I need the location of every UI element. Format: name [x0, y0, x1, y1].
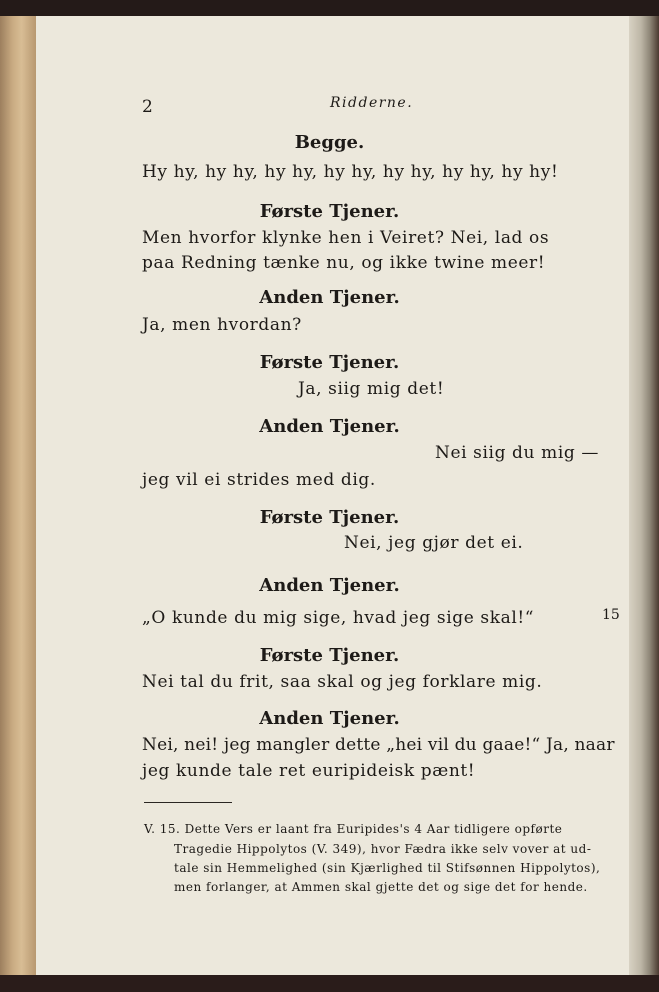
verse-line: Nei tal du frit, saa skal og jeg forklare mig. [142, 672, 543, 692]
footnote-line: men forlanger, at Ammen skal gjette det og sige det for hende. [174, 880, 588, 894]
speaker-heading: Anden Tjener. [259, 416, 400, 437]
book-spine [0, 16, 36, 975]
running-title: Ridderne. [330, 95, 414, 111]
verse-line: jeg vil ei strides med dig. [142, 470, 376, 490]
line-number: 15 [602, 607, 620, 623]
speaker-heading: Første Tjener. [259, 507, 400, 528]
speaker-heading: Anden Tjener. [259, 575, 400, 596]
speaker-heading: Første Tjener. [259, 352, 400, 373]
footnote-line: Tragedie Hippolytos (V. 349), hvor Fædra ikke selv vover at ud- [174, 842, 592, 856]
footnote-rule [144, 802, 232, 803]
speaker-heading: Anden Tjener. [259, 708, 400, 729]
verse-line: Ja, siig mig det! [298, 379, 445, 399]
page-edge [629, 16, 659, 975]
verse-line: Men hvorfor klynke hen i Veiret? Nei, lad os [142, 228, 550, 248]
verse-line: paa Redning tænke nu, og ikke twine meer! [142, 253, 546, 273]
verse-line: Nei siig du mig — [435, 443, 599, 463]
verse-line: jeg kunde tale ret euripideisk pænt! [142, 761, 476, 781]
verse-line: Ja, men hvordan? [142, 315, 302, 335]
page-number: 2 [142, 97, 153, 117]
bottom-edge [0, 975, 659, 992]
speaker-heading: Anden Tjener. [259, 287, 400, 308]
top-edge [0, 0, 659, 16]
verse-line: Nei, nei! jeg mangler dette „hei vil du gaae!“ Ja, naar [142, 735, 615, 755]
verse-line: Hy hy, hy hy, hy hy, hy hy, hy hy, hy hy, hy hy! [142, 162, 559, 182]
verse-line: Nei, jeg gjør det ei. [344, 533, 524, 553]
speaker-heading: Første Tjener. [259, 645, 400, 666]
footnote-line: tale sin Hemmelighed (sin Kjærlighed til Stifsønnen Hippolytos), [174, 861, 601, 875]
speaker-heading: Begge. [294, 132, 365, 153]
footnote-line: V. 15. Dette Vers er laant fra Euripides's 4 Aar tidligere opførte [144, 822, 563, 836]
verse-line: „O kunde du mig sige, hvad jeg sige skal!“ [142, 608, 535, 628]
speaker-heading: Første Tjener. [259, 201, 400, 222]
